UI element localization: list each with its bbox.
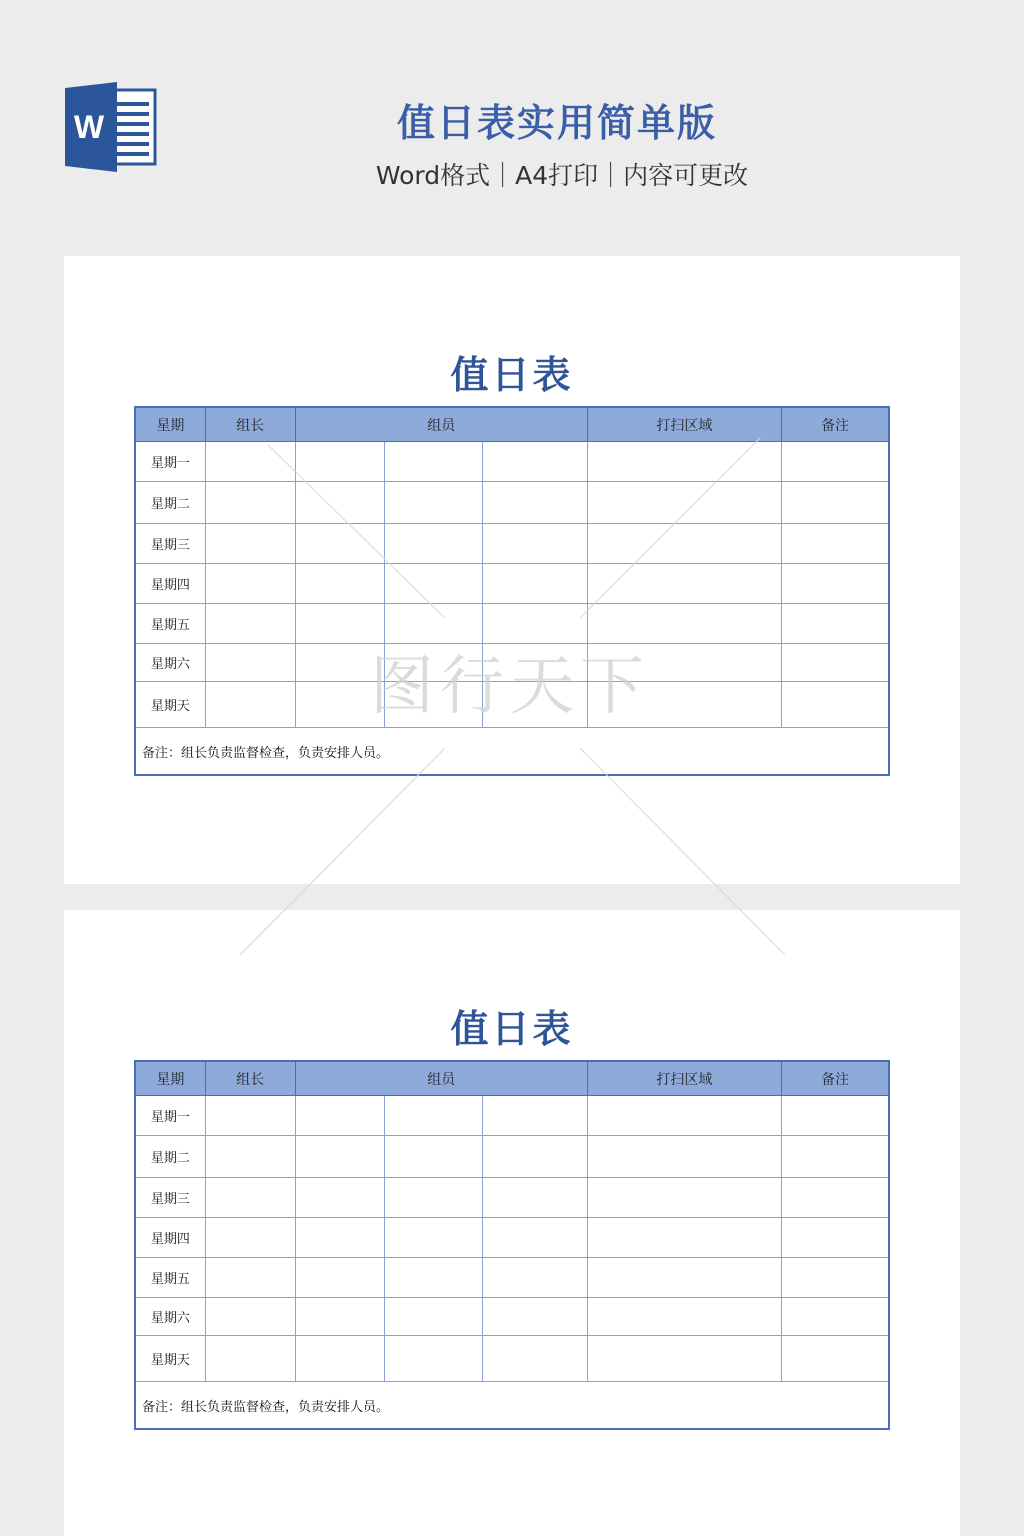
member-cell[interactable] (295, 1336, 384, 1382)
day-cell: 星期三 (135, 1178, 205, 1218)
table-row (135, 1178, 889, 1218)
member-cell[interactable] (295, 524, 384, 564)
remark-cell[interactable] (782, 442, 889, 482)
leader-cell[interactable] (205, 682, 295, 728)
member-cell[interactable] (483, 482, 587, 524)
member-cell[interactable] (385, 1178, 483, 1218)
member-cell[interactable] (385, 1218, 483, 1258)
day-cell: 星期六 (135, 644, 205, 682)
member-cell[interactable] (295, 1258, 384, 1298)
leader-cell[interactable] (205, 1298, 295, 1336)
day-cell: 星期一 (135, 442, 205, 482)
member-cell[interactable] (483, 682, 587, 728)
word-logo-letter: W (73, 109, 105, 145)
leader-cell[interactable] (205, 442, 295, 482)
day-cell: 星期天 (135, 1336, 205, 1382)
member-cell[interactable] (295, 1136, 384, 1178)
member-cell[interactable] (385, 1258, 483, 1298)
table-row (135, 1298, 889, 1336)
table-row (135, 604, 889, 644)
leader-cell[interactable] (205, 564, 295, 604)
member-cell[interactable] (295, 482, 384, 524)
member-cell[interactable] (385, 524, 483, 564)
member-cell[interactable] (295, 564, 384, 604)
leader-cell[interactable] (205, 1258, 295, 1298)
day-cell: 星期五 (135, 1258, 205, 1298)
header-remarks: 备注 (782, 1061, 889, 1096)
note-text: 备注：组长负责监督检查，负责安排人员。 (135, 728, 889, 776)
table-row (135, 1136, 889, 1178)
member-cell[interactable] (483, 1298, 587, 1336)
remark-cell[interactable] (782, 482, 889, 524)
area-cell[interactable] (587, 1298, 782, 1336)
duty-table (134, 406, 890, 776)
member-cell[interactable] (483, 1136, 587, 1178)
document-page-1 (64, 256, 960, 884)
note-row (135, 1382, 889, 1430)
area-cell[interactable] (587, 1136, 782, 1178)
day-cell: 星期一 (135, 1096, 205, 1136)
note-text: 备注：组长负责监督检查，负责安排人员。 (135, 1382, 889, 1430)
member-cell[interactable] (295, 604, 384, 644)
remark-cell[interactable] (782, 1136, 889, 1178)
table-header-row (135, 407, 889, 442)
member-cell[interactable] (483, 1178, 587, 1218)
table-header-row (135, 1061, 889, 1096)
header-weekday: 星期 (135, 1061, 205, 1096)
day-cell: 星期六 (135, 1298, 205, 1336)
area-cell[interactable] (587, 1258, 782, 1298)
member-cell[interactable] (295, 682, 384, 728)
header-weekday: 星期 (135, 407, 205, 442)
watermark-text: 图行天下 (370, 650, 650, 724)
leader-cell[interactable] (205, 604, 295, 644)
member-cell[interactable] (483, 604, 587, 644)
area-cell[interactable] (587, 1096, 782, 1136)
day-cell: 星期二 (135, 482, 205, 524)
area-cell[interactable] (587, 644, 782, 682)
day-cell: 星期二 (135, 1136, 205, 1178)
banner-subtitle: Word格式｜A4打印｜内容可更改 (375, 161, 749, 190)
remark-cell[interactable] (782, 1178, 889, 1218)
document-page-2 (64, 910, 960, 1536)
table-row (135, 564, 889, 604)
member-cell[interactable] (295, 1298, 384, 1336)
member-cell[interactable] (483, 1096, 587, 1136)
member-cell[interactable] (483, 644, 587, 682)
area-cell[interactable] (587, 482, 782, 524)
header-area: 打扫区域 (587, 1061, 782, 1096)
member-cell[interactable] (295, 1218, 384, 1258)
member-cell[interactable] (483, 442, 587, 482)
table-row (135, 1336, 889, 1382)
table-row (135, 442, 889, 482)
day-cell: 星期四 (135, 564, 205, 604)
leader-cell[interactable] (205, 644, 295, 682)
area-cell[interactable] (587, 524, 782, 564)
member-cell[interactable] (483, 524, 587, 564)
member-cell[interactable] (295, 644, 384, 682)
member-cell[interactable] (483, 1258, 587, 1298)
area-cell[interactable] (587, 1336, 782, 1382)
header-members: 组员 (295, 1061, 587, 1096)
duty-table (134, 1060, 890, 1430)
table-row (135, 682, 889, 728)
member-cell[interactable] (385, 644, 483, 682)
remark-cell[interactable] (782, 524, 889, 564)
banner-title: 值日表实用简单版 (396, 101, 717, 145)
document-title: 值日表 (450, 1006, 574, 1051)
member-cell[interactable] (295, 1096, 384, 1136)
table-row (135, 524, 889, 564)
member-cell[interactable] (385, 1336, 483, 1382)
remark-cell[interactable] (782, 682, 889, 728)
document-title: 值日表 (450, 352, 574, 397)
area-cell[interactable] (587, 564, 782, 604)
member-cell[interactable] (385, 682, 483, 728)
area-cell[interactable] (587, 604, 782, 644)
remark-cell[interactable] (782, 604, 889, 644)
leader-cell[interactable] (205, 482, 295, 524)
remark-cell[interactable] (782, 1258, 889, 1298)
leader-cell[interactable] (205, 1218, 295, 1258)
member-cell[interactable] (385, 1096, 483, 1136)
leader-cell[interactable] (205, 1178, 295, 1218)
leader-cell[interactable] (205, 1336, 295, 1382)
remark-cell[interactable] (782, 564, 889, 604)
area-cell[interactable] (587, 1218, 782, 1258)
day-cell: 星期四 (135, 1218, 205, 1258)
banner (0, 0, 1024, 230)
member-cell[interactable] (483, 1336, 587, 1382)
header-members: 组员 (295, 407, 587, 442)
member-cell[interactable] (295, 1178, 384, 1218)
leader-cell[interactable] (205, 1136, 295, 1178)
area-cell[interactable] (587, 1178, 782, 1218)
member-cell[interactable] (483, 1218, 587, 1258)
member-cell[interactable] (385, 482, 483, 524)
day-cell: 星期三 (135, 524, 205, 564)
remark-cell[interactable] (782, 1298, 889, 1336)
header-leader: 组长 (205, 1061, 295, 1096)
member-cell[interactable] (385, 442, 483, 482)
member-cell[interactable] (385, 604, 483, 644)
table-row (135, 482, 889, 524)
remark-cell[interactable] (782, 1336, 889, 1382)
header-leader: 组长 (205, 407, 295, 442)
leader-cell[interactable] (205, 1096, 295, 1136)
member-cell[interactable] (385, 1136, 483, 1178)
header-remarks: 备注 (782, 407, 889, 442)
day-cell: 星期五 (135, 604, 205, 644)
leader-cell[interactable] (205, 524, 295, 564)
header-area: 打扫区域 (587, 407, 782, 442)
area-cell[interactable] (587, 682, 782, 728)
member-cell[interactable] (385, 564, 483, 604)
table-row (135, 1096, 889, 1136)
member-cell[interactable] (483, 564, 587, 604)
table-row (135, 1218, 889, 1258)
member-cell[interactable] (385, 1298, 483, 1336)
day-cell: 星期天 (135, 682, 205, 728)
remark-cell[interactable] (782, 644, 889, 682)
member-cell[interactable] (295, 442, 384, 482)
remark-cell[interactable] (782, 1218, 889, 1258)
area-cell[interactable] (587, 442, 782, 482)
table-row (135, 1258, 889, 1298)
note-row (135, 728, 889, 776)
table-row (135, 644, 889, 682)
remark-cell[interactable] (782, 1096, 889, 1136)
